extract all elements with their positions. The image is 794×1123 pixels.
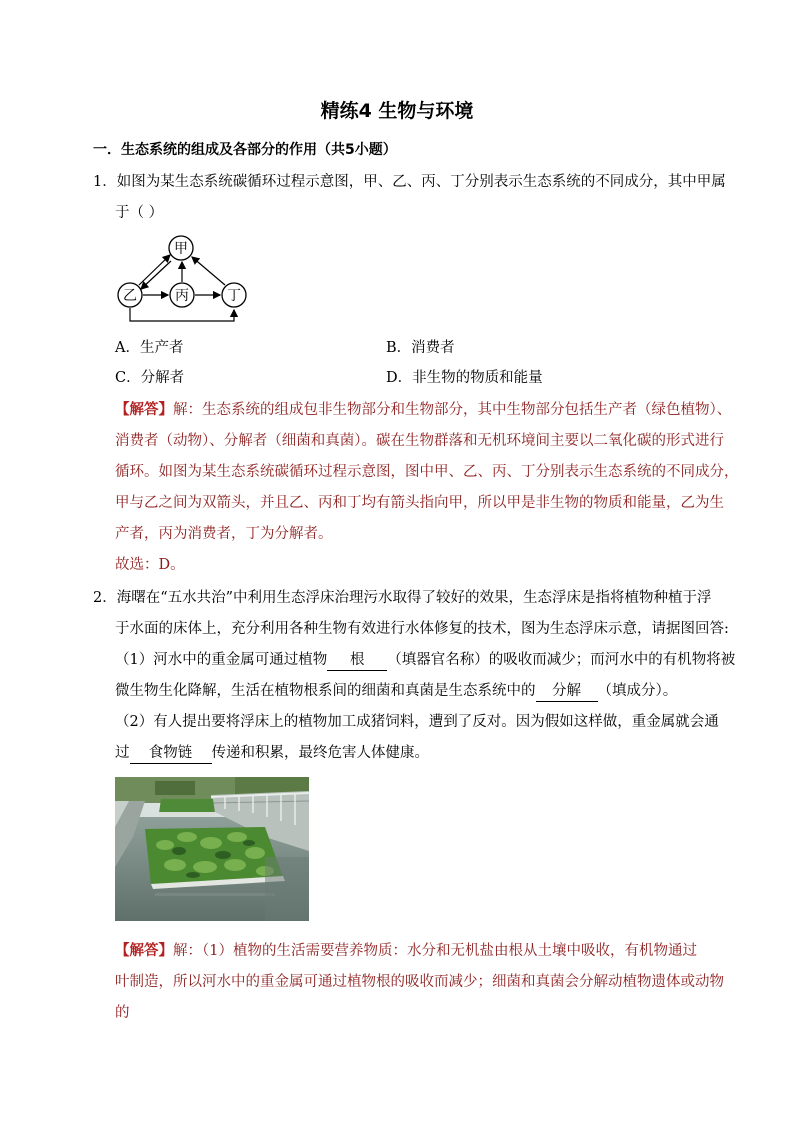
q1-answer-line2: 消费者（动物）、分解者（细菌和真菌）。碳在生物群落和无机环境间主要以二氧化碳的形式进行 [115,433,724,449]
q2-blank-component: 分解 [536,681,598,702]
arrow-jia-to-yi [141,261,171,289]
q1-stem-line1: 1．如图为某生态系统碳循环过程示意图，甲、乙、丙、丁分别表示生态系统的不同成分，其中甲属 [93,174,726,190]
q2-blank-organ: 根 [327,650,387,671]
q2-part1-text-c: 微生物生化降解，生活在植物根系间的细菌和真菌是生态系统中的 [115,683,536,699]
q2-part2-text-c: 传递和积累，最终危害人体健康。 [211,745,429,761]
carbon-cycle-diagram [110,228,270,328]
q2-stem-line1: 2．海曙在“五水共治”中利用生态浮床治理污水取得了较好的效果，生态浮床是指将植物种植于浮 [93,590,712,606]
node-jia-label: 甲 [174,241,188,257]
node-yi-label: 乙 [123,288,137,304]
q1-option-d: D．非生物的物质和能量 [386,370,543,386]
q2-blank-chain: 食物链 [130,743,212,764]
q1-answer-line5: 产者，丙为消费者，丁为分解者。 [115,526,333,542]
answer-tag: 【解答】 [115,401,173,418]
q2-part1-text-a: （1）河水中的重金属可通过植物 [115,652,328,668]
q1-option-b: B．消费者 [386,340,455,356]
q2-part1-line1 [115,650,735,671]
arrow-yi-to-ding [130,308,234,321]
q2-answer-line1 [115,941,697,961]
q1-answer-line1 [115,400,731,420]
q1-answer-line3: 循环。如图为某生态系统碳循环过程示意图，图中甲、乙、丙、丁分别表示生态系统的不同成分， [115,464,739,480]
q2-part2-line2 [115,743,429,764]
q2-stem-line2: 于水面的床体上，充分利用各种生物有效进行水体修复的技术，图为生态浮床示意，请据图回答: [115,621,729,637]
page-title: 精练4 生物与环境 [320,100,474,122]
q2-part1-line2 [115,681,677,702]
section-heading: 一．生态系统的组成及各部分的作用（共5小题） [93,142,397,158]
arrow-ding-to-jia [192,257,225,285]
q2-answer-line2: 叶制造，所以河水中的重金属可通过植物根的吸收而减少；细菌和真菌会分解动植物遗体或动物 [115,974,724,990]
answer-tag: 【解答】 [115,942,173,959]
q2-part2-line1: （2）有人提出要将浮床上的植物加工成猪饲料，遭到了反对。因为假如这样做，重金属就会通 [115,714,719,730]
answer-text: 解：生态系统的组成包非生物部分和生物部分，其中生物部分包括生产者（绿色植物）、 [173,402,732,418]
q2-part1-text-d: （填成分）。 [597,683,678,699]
q1-option-c: C．分解者 [115,370,185,386]
arrow-yi-to-jia [139,255,170,285]
q2-part2-text-b: 过 [115,745,130,761]
answer-text: 解：（1）植物的生活需要营养物质：水分和无机盐由根从土壤中吸收，有机物通过 [173,943,697,959]
q2-answer-line3: 的 [115,1005,130,1021]
node-bing-label: 丙 [175,288,189,304]
floating-bed-photo [115,777,309,921]
q1-answer-line4: 甲与乙之间为双箭头，并且乙、丙和丁均有箭头指向甲，所以甲是非生物的物质和能量，乙为生 [115,495,724,511]
q1-stem-line2: 于（ ） [115,205,164,221]
q1-choice: 故选：D。 [115,557,185,573]
q1-option-a: A．生产者 [115,340,184,356]
q2-part1-text-b: （填器官名称）的吸收而减少；而河水中的有机物将被 [387,652,736,668]
node-ding-label: 丁 [227,288,241,304]
